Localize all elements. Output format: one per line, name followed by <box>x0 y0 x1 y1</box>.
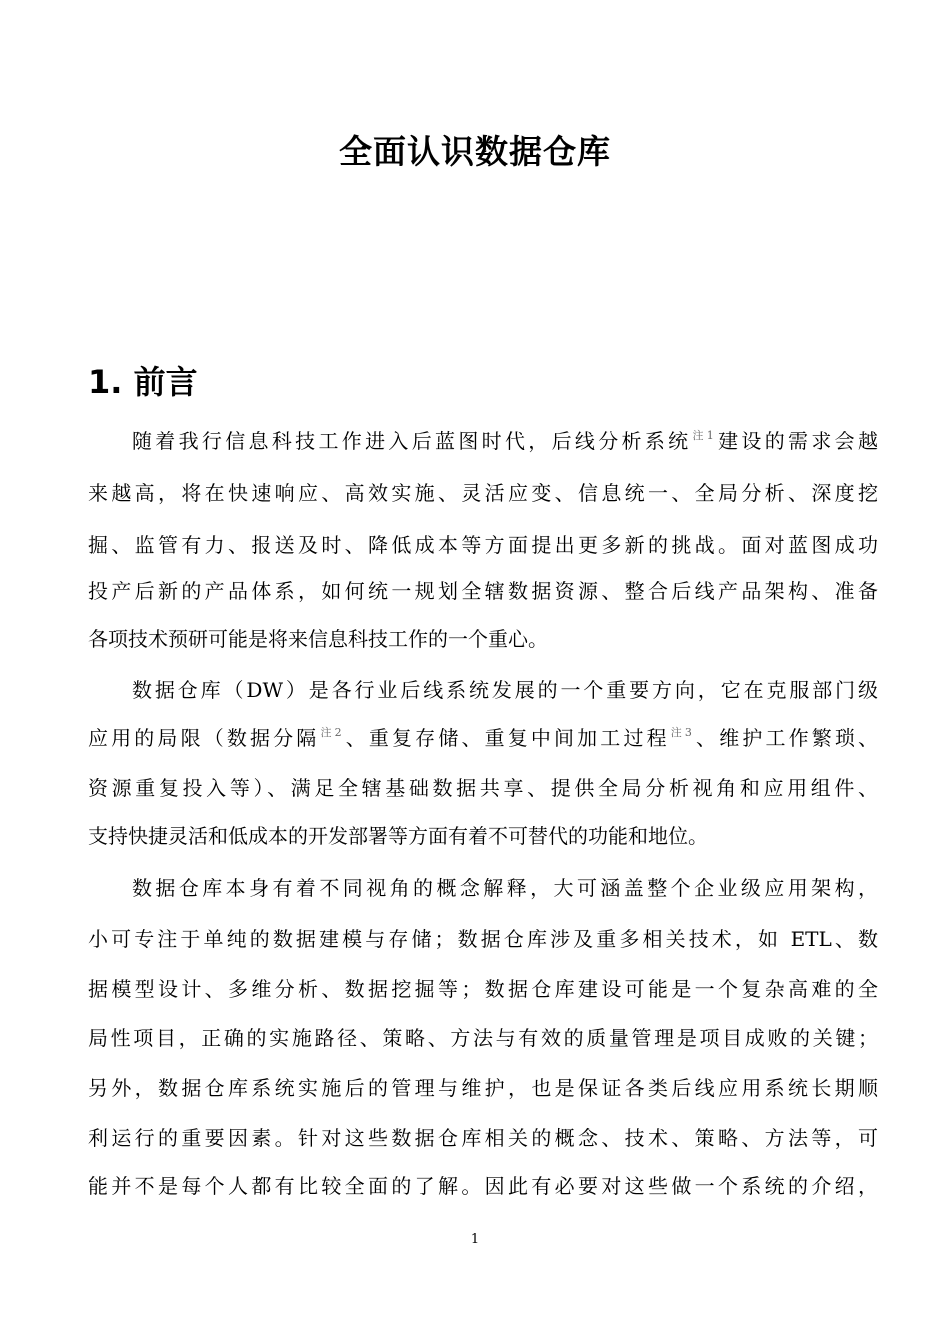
footnote-marker: 注2 <box>320 726 342 739</box>
paragraph-line: 支持快捷灵活和低成本的开发部署等方面有着不可替代的功能和地位。 <box>88 824 708 848</box>
paragraph-line: 各项技术预研可能是将来信息科技工作的一个重心。 <box>88 627 548 651</box>
paragraph-line: 资源重复投入等）、满足全辖基础数据共享、提供全局分析视角和应用组件、 <box>88 776 878 800</box>
paragraph-line: 投产后新的产品体系，如何统一规划全辖数据资源、整合后线产品架构、准备 <box>88 579 878 603</box>
footnote-marker: 注3 <box>670 726 692 739</box>
paragraph-line: 另外，数据仓库系统实施后的管理与维护，也是保证各类后线应用系统长期顺 <box>88 1076 878 1100</box>
paragraph-line: 据模型设计、多维分析、数据挖掘等；数据仓库建设可能是一个复杂高难的全 <box>88 977 878 1001</box>
section-heading: 1. 前言 <box>88 363 198 401</box>
paragraph-line: 应用的局限（数据分隔$^{注2}$、重复存储、重复中间加工过程$^{注3}$、维护工作繁琐、 <box>88 726 879 750</box>
page-number: 1 <box>470 1232 480 1247</box>
paragraph-line: 掘、监管有力、报送及时、降低成本等方面提出更多新的挑战。面对蓝图成功 <box>88 533 878 557</box>
paragraph-line: 数据仓库（DW）是各行业后线系统发展的一个重要方向，它在克服部门级 <box>132 678 878 702</box>
paragraph-line: 来越高，将在快速响应、高效实施、灵活应变、信息统一、全局分析、深度挖 <box>88 481 878 505</box>
paragraph-line: 数据仓库本身有着不同视角的概念解释，大可涵盖整个企业级应用架构， <box>132 876 878 900</box>
document-title: 全面认识数据仓库 <box>339 132 611 171</box>
paragraph-line: 局性项目，正确的实施路径、策略、方法与有效的质量管理是项目成败的关键； <box>88 1026 878 1050</box>
paragraph-line: 小可专注于单纯的数据建模与存储；数据仓库涉及重多相关技术，如 ETL、数 <box>88 927 878 951</box>
paragraph-line: 能并不是每个人都有比较全面的了解。因此有必要对这些做一个系统的介绍， <box>88 1174 878 1198</box>
paragraph-line: 随着我行信息科技工作进入后蓝图时代，后线分析系统$^{注1}$建设的需求会越 <box>132 429 878 453</box>
paragraph-line: 利运行的重要因素。针对这些数据仓库相关的概念、技术、策略、方法等，可 <box>88 1126 878 1150</box>
footnote-marker: 注1 <box>692 429 714 442</box>
